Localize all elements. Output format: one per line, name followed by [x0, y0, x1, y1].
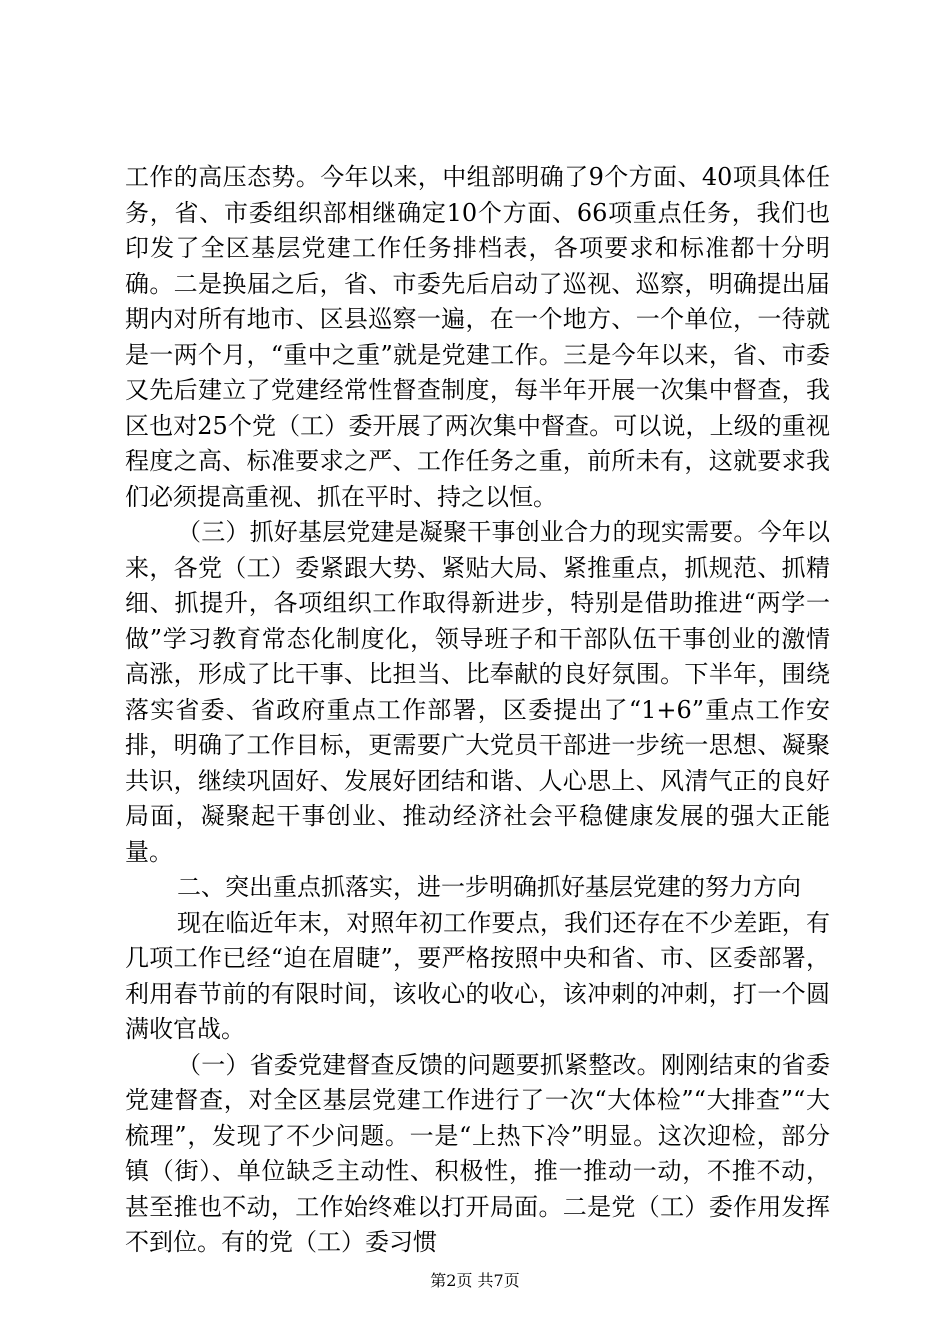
paragraph-4: 现在临近年末，对照年初工作要点，我们还存在不少差距，有几项工作已经“迫在眉睫”，要严格按照中央和省、市、区委部署，利用春节前的有限时间，该收心的收心，该冲刺的冲刺，打一个圆满收官战。	[125, 908, 830, 1043]
section-heading: 二、突出重点抓落实，进一步明确抓好基层党建的努力方向	[177, 873, 801, 901]
page-footer: 第2页 共7页	[430, 1271, 520, 1290]
document-body	[125, 160, 830, 1261]
paragraph-2: （三）抓好基层党建是凝聚干事创业合力的现实需要。今年以来，各党（工）委紧跟大势、紧贴大局、紧推重点，抓规范、抓精细、抓提升，各项组织工作取得新进步，特别是借助推进“两学一做”学习教育常态化制度化，领导班子和干部队伍干事创业的激情高涨，形成了比干事、比担当、比奉献的良好氛围。下半年，围绕落实省委、省政府重点工作部署，区委提出了“1+6”重点工作安排，明确了工作目标，更需要广大党员干部进一步统一思想、凝聚共识，继续巩固好、发展好团结和谐、人心思上、风清气正的良好局面，凝聚起干事创业、推动经济社会平稳健康发展的强大正能量。	[125, 518, 830, 866]
paragraph-5: （一）省委党建督查反馈的问题要抓紧整改。刚刚结束的省委党建督查，对全区基层党建工作进行了一次“大体检”“大排查”“大梳理”，发现了不少问题。一是“上热下冷”明显。这次迎检，部分镇（街）、单位缺乏主动性、积极性，推一推动一动，不推不动，甚至推也不动，工作始终难以打开局面。二是党（工）委作用发挥不到位。有的党（工）委习惯	[125, 1050, 830, 1256]
paragraph-1: 工作的高压态势。今年以来，中组部明确了9个方面、40项具体任务，省、市委组织部相继确定10个方面、66项重点任务，我们也印发了全区基层党建工作任务排档表，各项要求和标准都十分明确。二是换届之后，省、市委先后启动了巡视、巡察，明确提出届期内对所有地市、区县巡察一遍，在一个地方、一个单位，一待就是一两个月，“重中之重”就是党建工作。三是今年以来，省、市委又先后建立了党建经常性督查制度，每半年开展一次集中督查，我区也对25个党（工）委开展了两次集中督查。可以说，上级的重视程度之高、标准要求之严、工作任务之重，前所未有，这就要求我们必须提高重视、抓在平时、持之以恒。	[125, 163, 830, 511]
